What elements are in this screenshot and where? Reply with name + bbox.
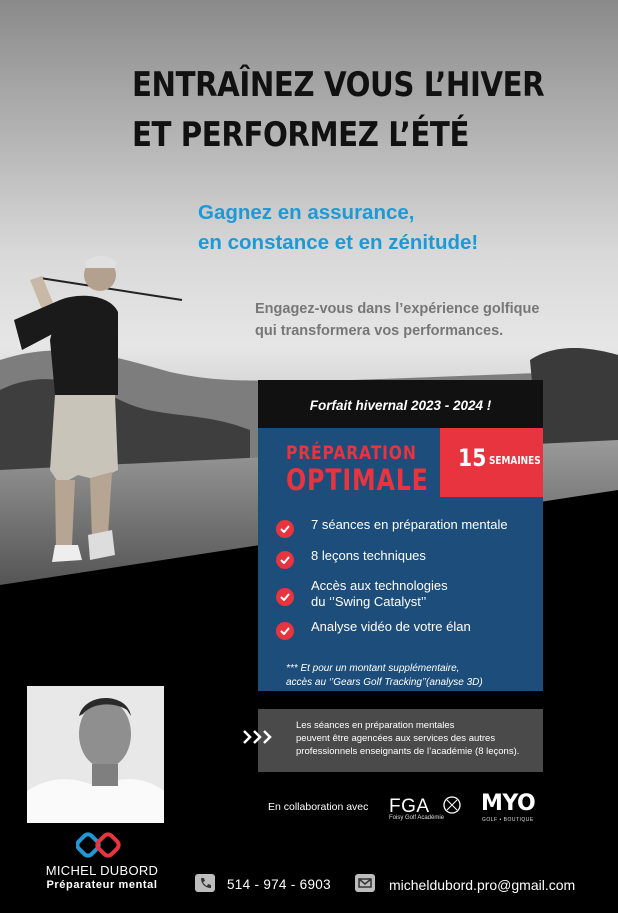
person-role: Préparateur mental xyxy=(46,879,158,891)
offer-footer xyxy=(258,709,543,772)
phone-number[interactable]: 514 - 974 - 6903 xyxy=(227,877,331,892)
partner-myo-logo: MYO xyxy=(481,791,536,816)
offer-title xyxy=(286,442,429,496)
engagement-text xyxy=(255,298,539,342)
check-icon xyxy=(276,551,294,569)
offer-title-line-1: PRÉPARATION xyxy=(286,442,417,464)
feature-text: Analyse vidéo de votre élan xyxy=(311,619,471,634)
engagement-line-1: Engagez-vous dans l’expérience golfique xyxy=(255,301,540,317)
duration-badge xyxy=(440,428,543,497)
headline-line-2: ET PERFORMEZ L’ÉTÉ xyxy=(132,115,469,155)
email-address[interactable]: micheldubord.pro@gmail.com xyxy=(389,877,576,893)
offer-card xyxy=(258,380,543,772)
phone-icon xyxy=(195,874,215,892)
arrows-icon xyxy=(242,729,278,745)
collaboration-label: En collaboration avec xyxy=(268,801,369,813)
footer-line-3: professionnels enseignants de l’académie (8 leçons). xyxy=(296,746,520,757)
feature-text: Accès aux technologies xyxy=(311,578,448,593)
portrait-photo xyxy=(27,686,164,823)
offer-title-line-2: OPTIMALE xyxy=(286,463,429,497)
headline-line-1: ENTRAÎNEZ VOUS L’HIVER xyxy=(132,65,545,105)
check-icon xyxy=(276,588,294,606)
offer-note xyxy=(286,662,536,690)
subheadline xyxy=(198,198,478,258)
golf-ball-icon xyxy=(442,795,462,815)
footer-line-2: peuvent être agencées aux services des autres xyxy=(296,733,496,744)
partner-fga-subtitle: Foisy Golf Académie xyxy=(389,815,445,821)
subheadline-line-1: Gagnez en assurance, xyxy=(198,201,415,224)
duration-unit: SEMAINES xyxy=(489,455,541,467)
footer-line-1: Les séances en préparation mentales xyxy=(296,720,455,731)
subheadline-line-2: en constance et en zénitude! xyxy=(198,231,479,254)
feature-text: 7 séances en préparation mentale xyxy=(311,517,508,532)
note-line-1: *** Et pour un montant supplémentaire, xyxy=(286,663,460,674)
feature-text: du ‘’Swing Catalyst’’ xyxy=(311,594,427,609)
feature-text: 8 leçons techniques xyxy=(311,548,426,563)
partner-fga-logo: FGA xyxy=(389,796,430,817)
note-line-2: accès au ‘’Gears Golf Tracking’’(analyse 3D) xyxy=(286,677,483,688)
headline xyxy=(132,60,544,160)
partner-myo-subtitle: GOLF • BOUTIQUE xyxy=(482,817,534,823)
offer-banner: Forfait hivernal 2023 - 2024 ! xyxy=(258,380,543,428)
person-name: MICHEL DUBORD xyxy=(45,863,159,878)
check-icon xyxy=(276,622,294,640)
check-icon xyxy=(276,520,294,538)
duration-number: 15 xyxy=(458,444,487,472)
offer-footer-text xyxy=(296,719,519,758)
engagement-line-2: qui transformera vos performances. xyxy=(255,323,504,339)
offer-details xyxy=(258,428,543,691)
email-icon xyxy=(355,874,375,892)
logo-mark xyxy=(76,830,122,860)
